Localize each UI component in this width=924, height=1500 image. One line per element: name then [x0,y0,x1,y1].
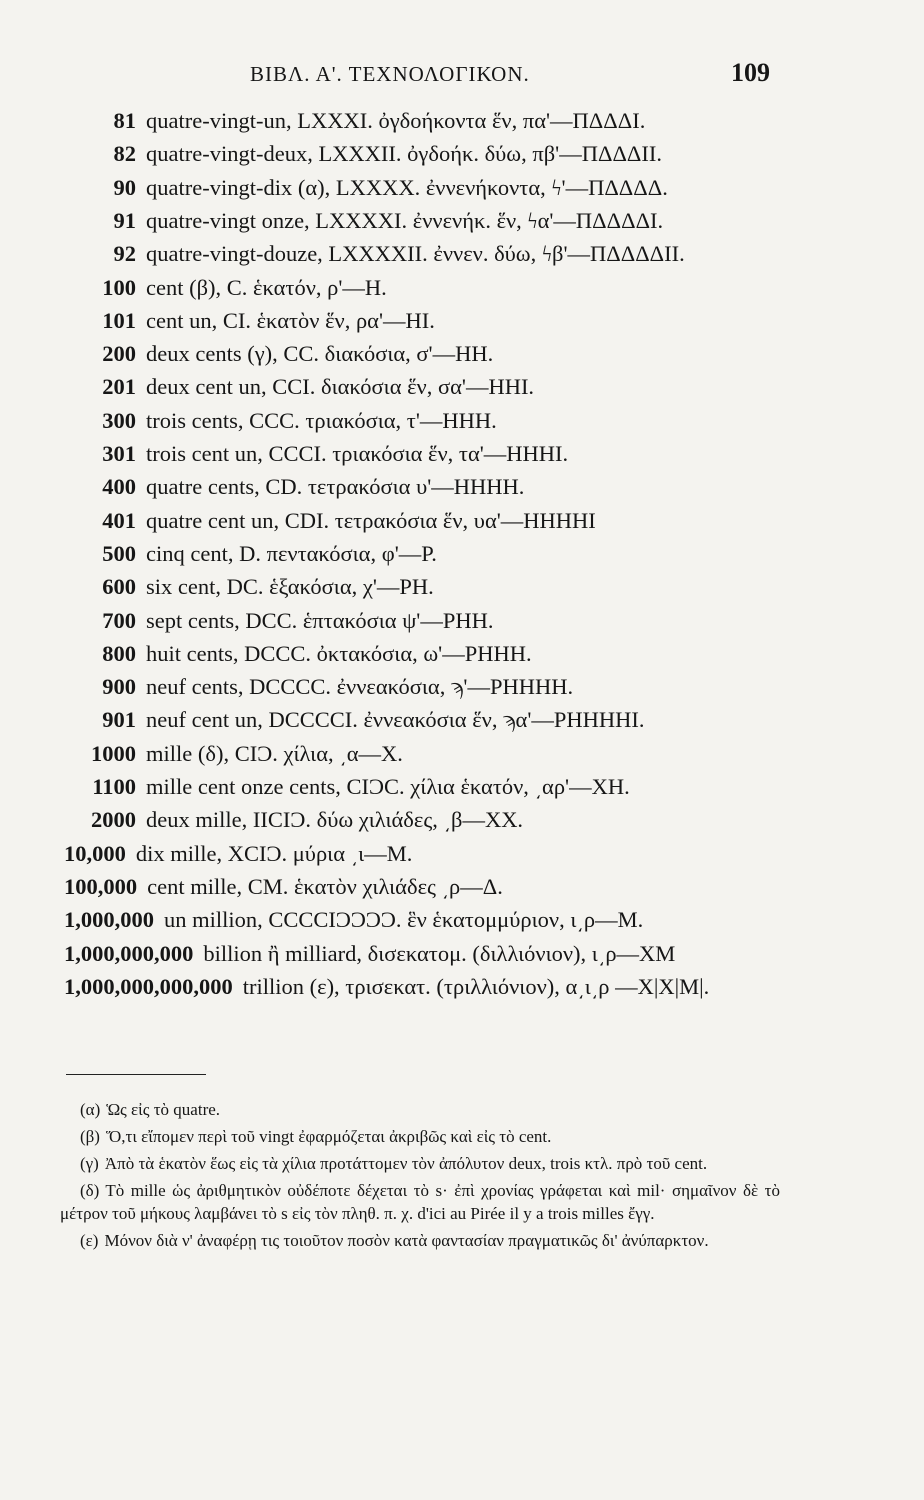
row-number: 90 [113,174,136,200]
row-number: 92 [113,241,136,267]
numeral-row [64,574,784,606]
row-number: 401 [102,507,136,533]
footnote-text: Μόνον διὰ ν' ἀναφέρῃ τις τοιοῦτον ποσὸν κατὰ φαντασίαν πραγματικῶς δι' ἀνύπαρκτον. [104,1231,709,1250]
row-text: dix mille, XCIϽ. μύρια ͵ι—Μ. [135,840,413,866]
row-text: quatre-vingt onze, LXXXXI. ἐννενήκ. ἕν, ϟα'—ΠΔΔΔΔΙ. [146,207,664,233]
numeral-row [64,608,784,640]
numeral-row [64,374,784,406]
footnote [60,1179,780,1225]
footnote-text: Ὅ,τι εἴπομεν περὶ τοῦ vingt ἐφαρμόζεται ἀκριβῶς καὶ εἰς τὸ cent. [105,1127,552,1146]
numeral-row [64,474,784,506]
row-number: 82 [113,141,136,167]
row-text: quatre-vingt-douze, LXXXXII. ἐννεν. δύω, ϟβ'—ΠΔΔΔΔΙΙ. [146,241,685,267]
row-text: mille (δ), CIϽ. χίλια, ͵α—Χ. [146,740,403,766]
numeral-row [64,408,784,440]
row-number: 1,000,000,000 [64,940,194,966]
header-title: ΒΙΒΛ. Α'. ΤΕΧΝΟΛΟΓΙΚΟΝ. [250,62,530,86]
footnote-text: Τὸ mille ὡς ἀριθμητικὸν οὐδέποτε δέχεται τὸ s· ἐπὶ χρονίας γράφεται καὶ mil· σημαῖνον δὲ τὸ μέτρον τοῦ μήκους λαμβάνει τὸ s εἰς τὸν πληθ. π. χ. d'ici au Pirée il y a trois milles ἔγγ. [60,1181,780,1223]
footnotes [60,1098,780,1256]
row-number: 81 [113,108,136,133]
row-number: 101 [102,307,136,333]
page-number: 109 [731,58,770,87]
row-number: 200 [102,341,136,367]
row-number: 1,000,000 [64,907,154,933]
row-number: 91 [113,207,136,233]
footnote-label: (ε) [80,1231,99,1250]
numeral-row [64,907,784,939]
numeral-row [64,774,784,806]
numeral-row [64,707,784,739]
footnote [60,1229,780,1252]
row-text: un million, CCCCIϽϽϽϽ. ἓν ἑκατομμύριον, ι͵ρ—Μ. [164,907,644,933]
row-text: trillion (ε), τρισεκατ. (τριλλιόνιον), α͵ι͵ρ —Χ|Χ|Μ|. [242,973,710,999]
row-text: cinq cent, D. πεντακόσια, φ'—Ρ. [146,540,437,566]
numeral-row [64,308,784,340]
row-text: huit cents, DCCC. ὀκτακόσια, ω'—ΡΗΗΗ. [146,640,532,666]
footnote [60,1152,780,1175]
row-text: billion ἢ milliard, δισεκατομ. (διλλιόνιον), ι͵ρ—ΧΜ [203,940,676,966]
numeral-row [64,841,784,873]
row-number: 700 [102,607,136,633]
numeral-row [64,508,784,540]
row-number: 500 [102,540,136,566]
row-text: neuf cents, DCCCC. ἐννεακόσια, ϡ'—ΡΗΗΗΗ. [146,674,574,700]
footnote-label: (β) [80,1127,100,1146]
footnote-rule [66,1074,206,1075]
footnote-label: (α) [80,1100,101,1119]
numeral-row [64,541,784,573]
row-text: deux mille, IICIϽ. δύω χιλιάδες, ͵β—ΧΧ. [146,807,524,833]
row-text: deux cent un, CCI. διακόσια ἕν, σα'—ΗΗΙ. [146,374,535,400]
row-text: deux cents (γ), CC. διακόσια, σ'—ΗΗ. [146,341,494,367]
numeral-row [64,641,784,673]
numeral-row [64,175,784,207]
row-text: quatre cent un, CDI. τετρακόσια ἕν, υα'—ΗΗΗΗΙ [146,507,596,533]
row-text: trois cent un, CCCI. τριακόσια ἕν, τα'—ΗΗΗΙ. [146,441,569,466]
numeral-row [64,441,784,473]
row-number: 400 [102,474,136,500]
numeral-row [64,341,784,373]
numeral-row [64,807,784,839]
row-number: 900 [102,674,136,700]
numeral-row [64,241,784,273]
row-number: 201 [102,374,136,400]
row-number: 1,000,000,000,000 [64,973,233,999]
row-number: 1000 [91,740,136,766]
row-text: trois cents, CCC. τριακόσια, τ'—ΗΗΗ. [146,407,497,433]
footnote-text: Ὡς εἰς τὸ quatre. [106,1100,221,1119]
numeral-row [64,208,784,240]
numeral-row [64,674,784,706]
row-number: 2000 [91,807,136,833]
footnote-label: (δ) [80,1181,100,1200]
numeral-row [64,141,784,173]
row-number: 300 [102,407,136,433]
numeral-row [64,108,784,140]
row-text: cent mille, CM. ἑκατὸν χιλιάδες ͵ρ—Δ. [147,873,503,899]
footnote [60,1125,780,1148]
row-number: 100 [102,274,136,300]
numeral-row [64,741,784,773]
row-number: 100,000 [64,873,138,899]
row-number: 10,000 [64,840,126,866]
numeral-row [64,874,784,906]
row-number: 301 [102,441,136,466]
numeral-row [64,974,784,1006]
row-number: 1100 [92,774,136,799]
row-text: quatre-vingt-un, LXXXI. ὀγδοήκοντα ἕν, πα'—ΠΔΔΔΙ. [146,108,646,133]
row-text: mille cent onze cents, CIϽC. χίλια ἑκατόν, ͵αρ'—ΧΗ. [146,774,630,799]
running-header [250,58,770,94]
footnote-label: (γ) [80,1154,99,1173]
numeral-row [64,941,784,973]
row-number: 600 [102,574,136,600]
row-number: 901 [102,707,136,733]
footnote-text: Ἀπὸ τὰ ἑκατὸν ἕως εἰς τὰ χίλια προτάττομεν τὸν ἀπόλυτον deux, trois κτλ. πρὸ τοῦ cent. [104,1154,708,1173]
row-text: quatre-vingt-deux, LXXXII. ὀγδοήκ. δύω, πβ'—ΠΔΔΔΙΙ. [146,141,662,167]
row-text: quatre-vingt-dix (α), LXXXX. ἐννενήκοντα, ϟ'—ΠΔΔΔΔ. [146,174,668,200]
footnote [60,1098,780,1121]
row-text: cent un, CI. ἑκατὸν ἕν, ρα'—ΗΙ. [146,307,435,333]
row-text: sept cents, DCC. ἑπτακόσια ψ'—ΡΗΗ. [146,607,494,633]
row-text: neuf cent un, DCCCCI. ἐννεακόσια ἕν, ϡα'—ΡΗΗΗΗΙ. [146,707,645,733]
numeral-row [64,275,784,307]
row-text: quatre cents, CD. τετρακόσια υ'—ΗΗΗΗ. [146,474,525,500]
row-text: cent (β), C. ἑκατόν, ρ'—Η. [146,274,387,300]
row-number: 800 [102,640,136,666]
row-text: six cent, DC. ἑξακόσια, χ'—ΡΗ. [146,574,434,600]
